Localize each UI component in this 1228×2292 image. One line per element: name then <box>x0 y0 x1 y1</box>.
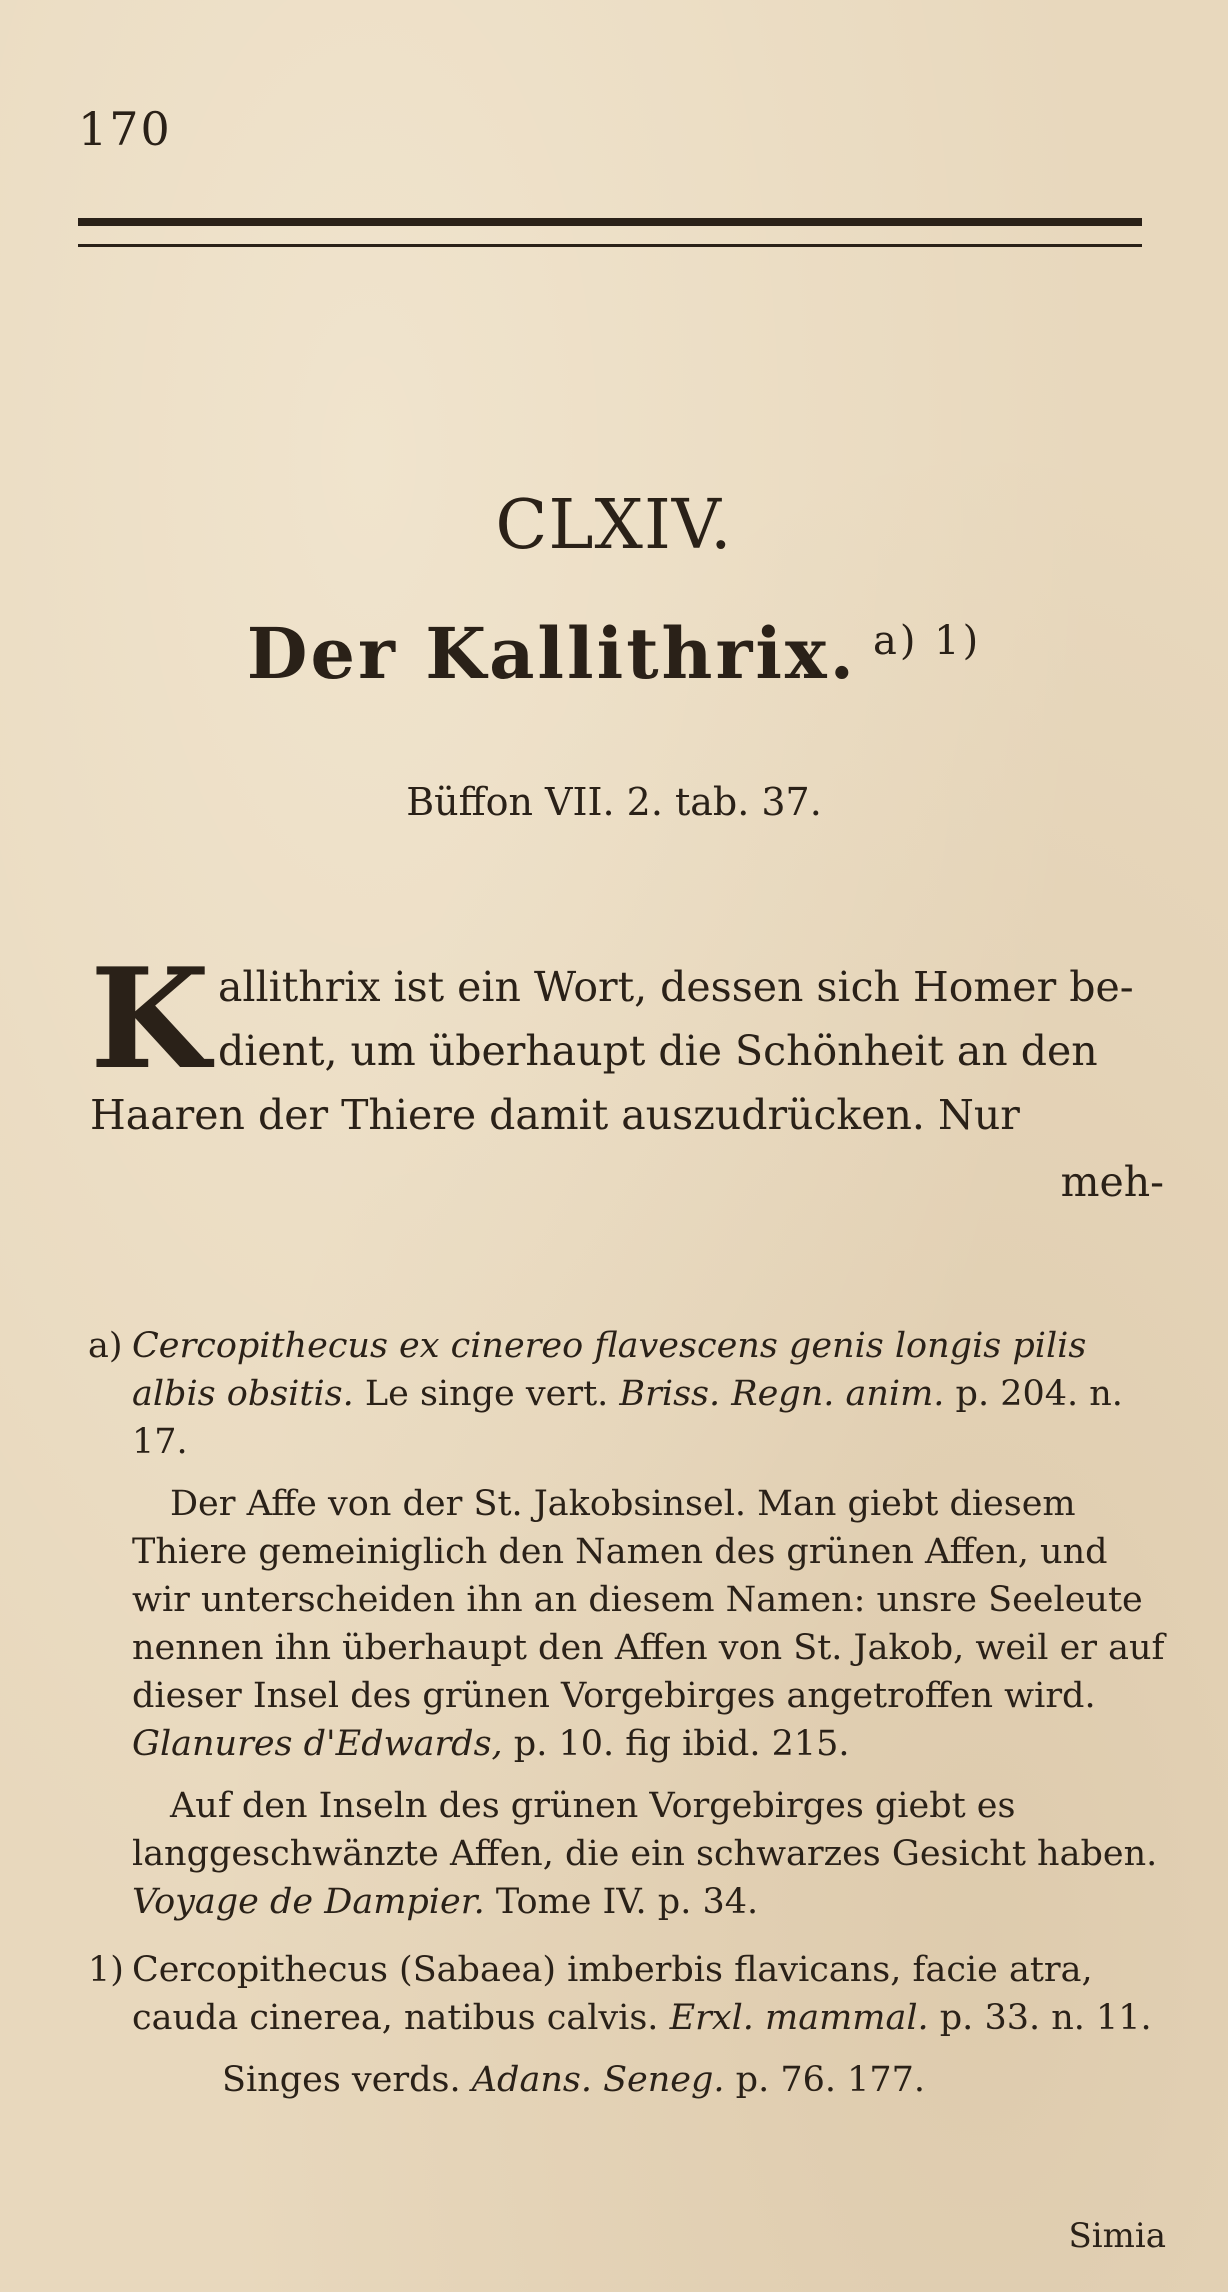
footnotes <box>88 1322 1172 2124</box>
header-rule-thin <box>78 244 1142 247</box>
footnote-text: Singes verds. <box>222 2060 472 2100</box>
body-catchword: meh- <box>1060 1158 1164 1206</box>
footnote-text: Auf den Inseln des grünen Vorgebirges giebt es langgeschwänzte Affen, die ein schwarzes Gesicht haben. <box>132 1786 1158 1874</box>
footnote-text: Tome IV. p. 34. <box>484 1882 759 1922</box>
footnote-a <box>88 1322 1172 1926</box>
footnote-label: a) <box>88 1326 123 1366</box>
footnote-italic: Glanures d'Edwards, <box>132 1724 503 1764</box>
header-rule-thick <box>78 218 1142 226</box>
chapter-title <box>0 612 1228 695</box>
footnote-italic: Briss. Regn. anim. <box>619 1374 945 1414</box>
footnote-italic: Erxl. mammal. <box>669 1998 929 2038</box>
footnote-1 <box>88 1946 1172 2104</box>
chapter-title-note-marks: a) 1) <box>873 617 982 664</box>
footnote-label: 1) <box>88 1950 124 1990</box>
chapter-number: CLXIV. <box>495 486 733 565</box>
chapter-title-text: Der Kallithrix. <box>246 612 858 695</box>
footnote-text: p. 204. n. 17. <box>132 1374 1123 1462</box>
footnote-italic: Cercopithecus ex cinereo flavescens genis longis pilis albis obsitis. <box>132 1326 1087 1414</box>
drop-cap: K <box>90 937 210 1100</box>
footnote-paragraph <box>132 1782 1172 1926</box>
page-catchword: Simia <box>1068 2216 1166 2256</box>
body-line: allithrix ist ein Wort, dessen sich Homer be- <box>217 963 1134 1011</box>
footnote-text: Le singe vert. <box>353 1374 620 1414</box>
body-line: Haaren der Thiere damit auszudrücken. Nur <box>90 1091 1020 1139</box>
footnote-text: Cercopithecus (Sabaea) imberbis flavicans, facie atra, cauda cinerea, natibus calvis. <box>132 1950 1093 2038</box>
body-line: dient, um überhaupt die Schönheit an den <box>217 1027 1098 1075</box>
footnote-text: p. 76. 177. <box>724 2060 926 2100</box>
footnote-italic: Adans. Seneg. <box>471 2060 725 2100</box>
footnote-text: p. 33. n. 11. <box>928 1998 1152 2038</box>
footnote-text: p. 10. fig ibid. 215. <box>502 1724 850 1764</box>
footnote-line <box>132 2056 1172 2104</box>
page-number: 170 <box>78 102 172 156</box>
footnote-text: Der Affe von der St. Jakobsinsel. Man giebt diesem Thiere gemeiniglich den Namen des grünen Affen, und wir unterscheiden ihn an diesem Namen: unsre Seeleute nennen ihn überhaupt den Affen von St. Jakob, weil er auf dieser Insel des grünen Vorgebirges angetroffen wird. <box>132 1484 1165 1716</box>
source-reference: Büffon VII. 2. tab. 37. <box>406 780 822 824</box>
body-paragraph <box>90 937 1170 1147</box>
footnote-paragraph <box>132 1480 1172 1768</box>
footnote-italic: Voyage de Dampier. <box>132 1882 485 1922</box>
